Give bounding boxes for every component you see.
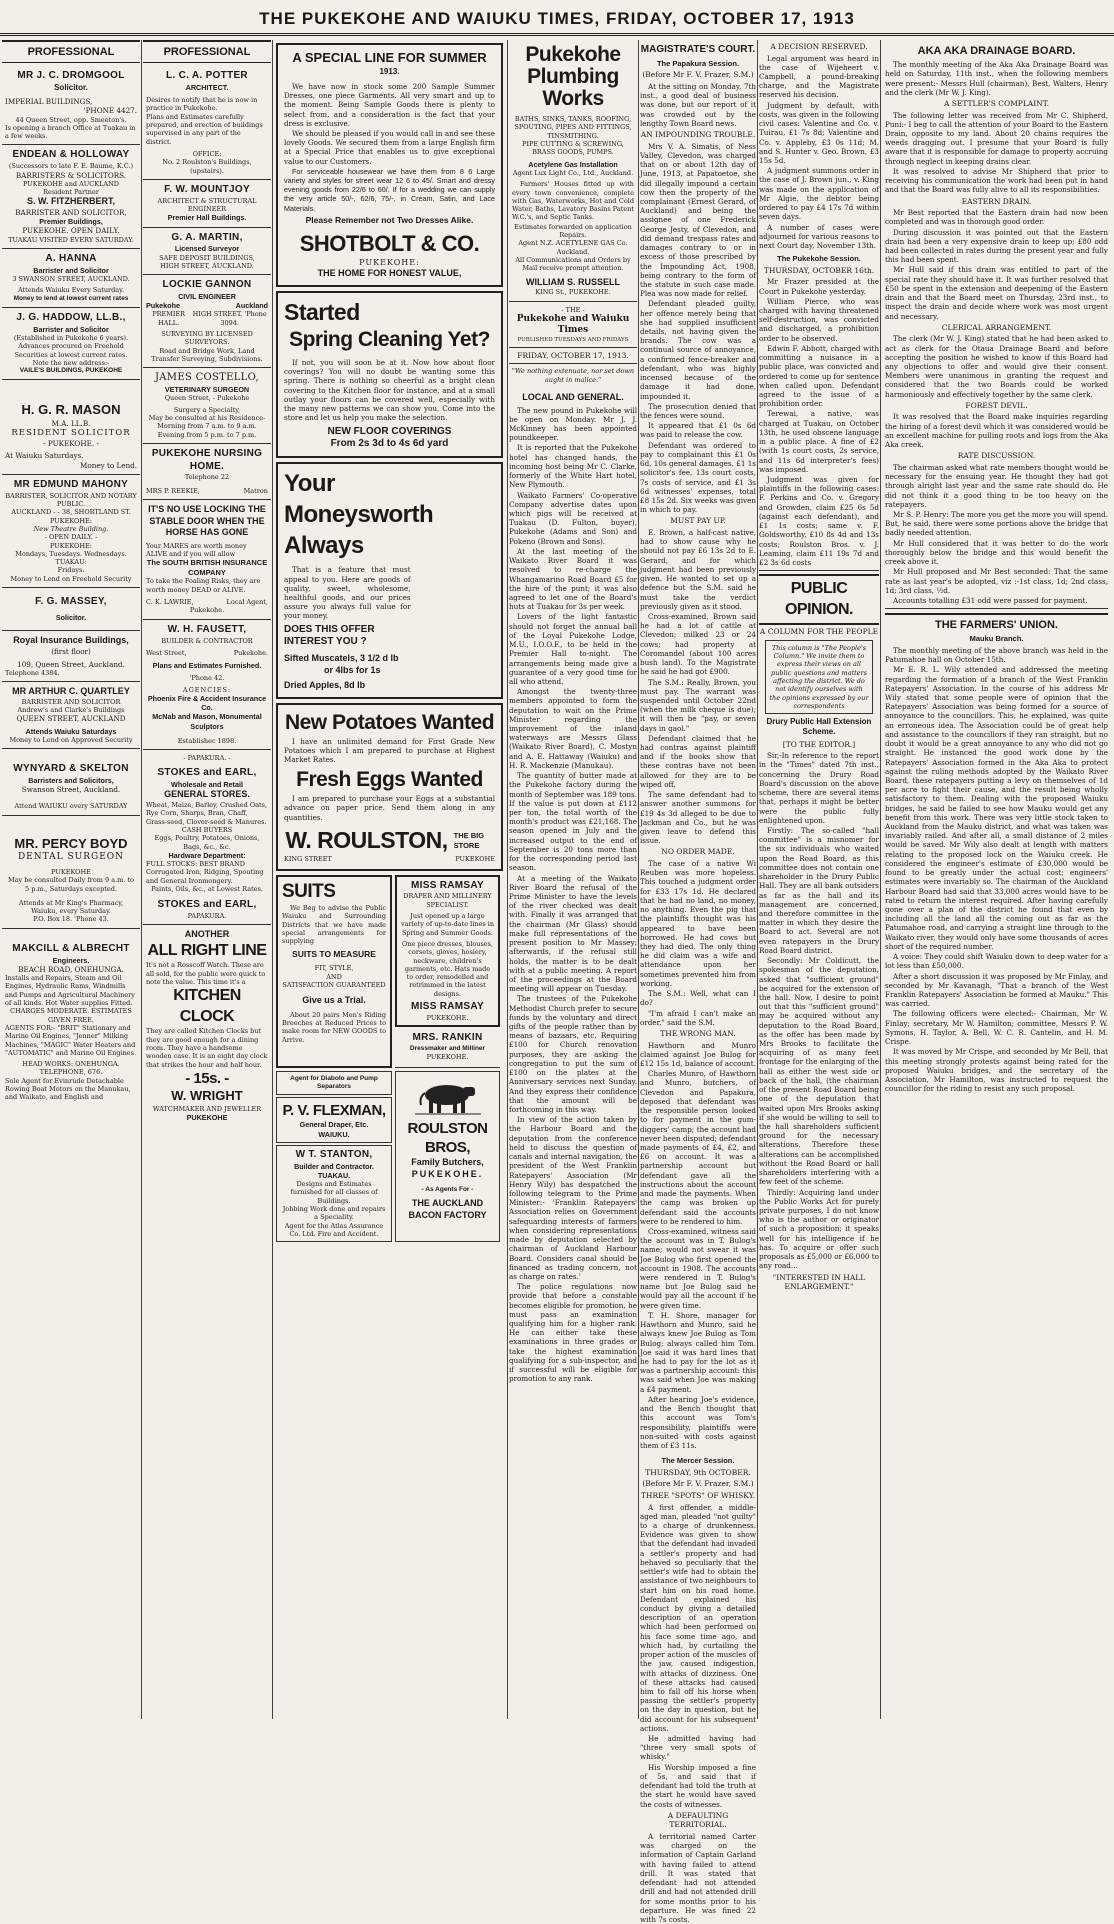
drainage-board-column: AKA AKA DRAINAGE BOARD. The monthly meeting of the Aka Aka Drainage Board was held on Saturday, 11th inst., when the following members were present:- Messrs Hull (chairman), Best, Walters, Henry and the clerk (Mr W. J. King). A SETTLER'S COMPLAINT. The following letter was received from Mr C. Shipherd, Puni:- I beg to call the attention of your Board to the Eastern Drain, opposite to my land. About 20 chains requires the weeds dragging out. I presume that your Board is fully aware that it is responsible for damage to property accruing through neglect in keeping drains clear. It was resolved to advise Mr Shipherd that prior to receiving his communication the work had been put in hand and that the Board was fully alive to all its responsibilities. EASTERN DRAIN. Mr Best reported that the Eastern drain had now been completed and was in thorough good order. During discussion it was pointed out that the Eastern drain had been a very expensive drain to keep up; £80 odd had been collected in rates during the present year and fully this had been spent. Mr Hull said if this drain was entitled to part of the special rate they should have it. It was further resolved that £50 be spent in the extension and deepening of the Eastern drain and that the Board meet on Thursday, 23rd inst., to inspect the drain and decide where work was most urgent and necessary. CLERICAL ARRANGEMENT. The clerk (Mr W. J. King) stated that he had been asked to act as clerk for the Otaua Drainage Board and before accepting the position he wished to know if this Board had any objections to offer and would give their consent. Members were unanimous in granting the request and considered that the two Boards could be worked harmoniously and effectively together by the same clerk. FOREST DEVIL. It was resolved that the Board make inquiries regarding the hiring of a forest devil which it was considered would be an excellent machine for pulling roots and logs from the Aka Aka creek. RATE DISCUSSION. The chairman asked what rate members thought would be necessary for the ensuing year. He thought they had got through alright last year and the same rate should do. He did not think it a good thing to be too heavy on the ratepayers. Mr S. P. Henry: The more you get the more you will spend. But, he said, there were some portions above the bridge that badly needed attention. Mr Hull considered that it was better to do the work thoroughly below the bridge and this would benefit the creek above it. Mr Hull proposed and Mr Best seconded: That the same rate as last year's be adopted, viz :-1st class, 1d; 2nd class, 1d; 3rd class, ½d. Accounts totalling £31 odd were passed for payment. THE FARMERS' UNION. Mauku Branch. The monthly meeting of the above branch was held in the Patumahoe hall on October 15th. Mr E. R. L. Wily attended and addressed the meeting regarding the formation of a branch of the West Franklin Ratepayers' Association. In the course of his address Mr Wily stated that some people were of opinion that the Ratepayers' Association was being formed for a source of annoyance to the councillors. This, he explained, was quite an erroneous idea. The Association could be of great help and assistance to the councillors if they ran straight, but no doubt it would be a great annoyance to any who did not go straight. He instanced the good work done by the Ratepayers' Association formed in the Aka Aka to protect against the ruling methods adopted by the Waikato River Board, these ratepayers putting a levy on themselves of 1d per acre to fight their cause, and the result being wholly satisfactory to them. Dealing with the proposed Waiuku bridges, he said he failed to see how Mauku would get any benefit from this work. There was very little stock taken to Auckland from the Mauku district, and what was taken was invariably railed. And after all, a small distance of 2 miles would be saved. Mr Wily also dealt at length with matters relating to the proposed lock on the Waiuku creek. He considered the engineer's estimate of £30,000 would be found to be greatly under the actual cost; engineers' estimates were invariably so. The chairman of the Auckland Harbour Board had said that 33,000 acres would have to be rated to return the interest required. After having carefully gone over a plan of the district he found that even by including all the land all the coming out as far as the Patumahoe road, and carrying a straight line through to the Waikato river, they would only have some thousands of acres short of the required number. A voice: They could shift Waiuku down to deep water for a lot less than £50,000. After a short discussion it was proposed by Mr Finlay, and seconded by Mr Kavanagh, "That a branch of the West Franklin Ratepayers' Association be formed at Mauku." This was carried. The following officers were elected:- Chairman, Mr W. Finlay; secretary, Mr W. Hamilton; committee, Messrs P. W. Symons, H. Taylor, A. Bell, W. C. R. Cantelin, and H. M. Crispe. It was moved by Mr Crispe, and seconded by Mr Bell, that this meeting strongly protests against being rated for the proposed Waiuku bridges, and the secretary of the Association, Mr Hamilton, was instructed to request the councillor for the riding to resist any such proposal. xyxy=(885,45,1108,1094)
editorial-masthead: - THE - Pukekohe and Waiuku Times PUBLISHED TUESDAYS AND FRIDAYS FRIDAY, OCTOBER 17, 1913. "We nothing extenuate, nor set down aught in malice." xyxy=(509,306,637,385)
ad-roulston-potatoes: New Potatoes Wanted I have an unlimited demand for First Grade New Potatoes which I am prepared to purchase at Highest Market Rates. Fresh Eggs Wanted I am prepared to purchase your Eggs at a substantial advance on paper price. Send them along in any quantities. W. ROULSTON, THE BIG STORE KING STREET PUKEKOHE xyxy=(276,703,503,871)
local-general-heading: LOCAL AND GENERAL. xyxy=(522,392,624,403)
public-opinion-heading: PUBLIC OPINION. xyxy=(759,574,879,625)
ad-south-british: IT'S NO USE LOCKING THE STABLE DOOR WHEN THE HORSE HAS GONE Your MARES are worth money ALIVE and if you will allow The SOUTH BRITISH INSURANCE COMPANY To take the Foaling Risks, they are worth money DEAD or ALIVE. C. K. LAWRIE, Local Agent, Pukekohe. xyxy=(143,500,271,620)
ad-wynyard-skelton: WYNYARD & SKELTON Barristers and Solicitors, Swanson Street, Auckland. Attend WAIUKU every SATURDAY xyxy=(2,749,140,816)
ad-miss-ramsay: MISS RAMSAY DRAPER AND MILLINERY SPECIALIST. Just opened up a large variety of up-to-date lines in Spring and Summer Goods. One piece dresses, blouses, corsets, gloves, hosiery, neckware, children's garments, etc. Hats made to order, remodelled and retrimmed in the latest designs. MISS RAMSAY PUKEKOHE. xyxy=(395,875,500,1028)
masthead: THE PUKEKOHE AND WAIUKU TIMES, FRIDAY, OCTOBER 17, 1913 xyxy=(0,0,1114,36)
ad-hanna: A. HANNA Barrister and Solicitor 3 SWANSON STREET, AUCKLAND. Attends Waiuku Every Saturday. Money to lend at lowest current rates xyxy=(2,249,140,308)
ad-martin: G. A. MARTIN, Licensed Surveyor SAFE DEPOSIT BUILDINGS, HIGH STREET, AUCKLAND. xyxy=(143,228,271,276)
ad-moneysworth: Your Moneysworth Always That is a feature that must appeal to you. Here are goods of quality, sweet, wholesome, healthful goods, and our prices assure you always full value for your money. DOES THIS OFFER INTEREST YOU ? Sifted Muscatels, 3 1/2 d lb or 4lbs for 1s Dried Apples, 8d lb xyxy=(276,462,503,699)
magistrates-court-column: MAGISTRATE'S COURT. The Papakura Session. (Before Mr F. V. Frazer, S.M.) At the sitting on Monday, 7th inst., a good deal of business was done, but our report of it was crowded out by the lengthy Town Board news. AN IMPOUNDING TROUBLE. Mrs V. A. Simatis, of Ness Valley, Clevedon, was charged that on or about 12th day of June, 1913, at Papatoetoe, she did illegally impound a certain cow then the property of the complainant (Ernest Gerard, of Auckland) and being the assignee of one Frederick George Jesty, of Clevedon, and did demand trespass rates and damages contrary to or in excess of those prescribed by the Impounding Act, 1908, being contrary to the form of the statute in such case made. Plea was now made for relief. Defendant pleaded guilty, her offence merely being that she had supplied insufficient details, not having given the brands. The cow was a continual source of annoyance, a confirmed fence-breaker and defendant, who was highly incensed because of the damage it had done, impounded it. The prosecution denied that the fences were sound. It appeared that £1 0s 6d was paid to release the cow. Defendant was ordered to pay to complainant this £1 0s 6d, 10s general damages, £1 1s solicitor's fee, 13s court costs, 7s costs of service, and £1 3s 6d witnesses' expenses, total £8 15s 2d. Six weeks was given in which to pay. MUST PAY UP. E. Brown, a half-cast native, had to show cause why he should not pay £6 13s 2d to E. Gerard, and for which judgment had been previously given. He wanted to set up a defence but the S.M. said he must take the verdict previously given as it stood. Cross-examined, Brown said he had a lot of cattle at Clevedon; milked 23 or 24 cows; had property at Coromandel (about 100 acres bush land). To the Magistrate he said he had got £900. The S.M.: Really, Brown, you must pay. The warrant was suspended until October 22nd (when the milk cheque is due); it will then be "pay, or seven days in gaol." Defendant claimed that he had contras against plaintiff and if the books show that these contras have not been allowed for they are to be wiped off. The same defendant had to answer another summons for £19 4s 3d alleged to be due to Jackman and Co., but he was given leave to defend this issue. NO ORDER MADE. The case of a native Wi Reuben was more hopeless. This touched a judgment order for £33 17s 1d. He declared that he had no land, no money, no anything. Even the pig that the plaintiffs thought was his appeared to have been borrowed. He had cows but they had died. The only thing he did claim was a wife and attendance upon her sometimes prevented him from working. The S.M.: Well, what can I do? "I'm afraid I can't make an order," said the S.M. THE WRONG MAN. Hawthorn and Munro claimed against Joe Bulog for £12 15s 1d, balance of account. Charles Munro, of Hawthorn and Munro, butchers, of Clevedon and Papakura, deposed that defendant was the responsible person looked to for payment in the gum-diggers' camp; the account had never been disputed; defendant made payments of £4, £2, and £6 on account. It was a partnership account but defendant gave all the instructions about the account and made the payments. When the camp was broken up defendant said the accounts were to be rendered to him. Cross-examined, witness said the account was in T. Bulog's name; would not swear it was Joe Bulog who first opened the account in 1908. The accounts were rendered in T. Bulog's name but Joe Bulog said he would pay all the account if he were given time. T. H. Shore, manager for Hawthorn and Munro, said he always knew Joe Bulog as Tom Bulog; always called him Tom. Joe said it was hard lines that he had to pay for the lot as it was a partnership account: this was said when Joe was making a £4 payment. After hearing Joe's evidence, and the Bench thought that this account was Tom's responsibility, plaintiffs were non-suited with costs against them of £3 11s. The Mercer Session. THURSDAY, 9th OCTOBER. (Before Mr F. V. Frazer, S.M.) THREE "SPOTS" OF WHISKY. A first offender, a middle-aged man, pleaded "not guilty" to a charge of drunkenness. Evidence was given to show that the defendant had invaded a settler's property and had behaved so peculiarly that the settler's wife had to obtain the assistance of two neighbours to start him on his road home. Defendant explained his conduct by giving a detailed description of an operation which had been performed on his face some time ago, and which had, by curtailing the proper action of the muscles of the jaw, caused indigestion, with attacks of dizziness. One of these attacks had caused him to fall off his horse when passing the settler's property on the day in question, but he did account for his subsequent actions. He admitted having had "three very small spots of whisky." His Worship imposed a fine of 5s, and said that if defendant had told the truth at the start he would have saved the costs of witnesses. A DEFAULTING TERRITORIAL. A territorial named Carter was charged on the information of Captain Garland with having failed to attend drill. It was stated that defendant had not attended drill and had not attended drill for some months prior to his departure. He was fined 22 with 7s costs. xyxy=(640,44,757,1924)
news-item: In view of the action taken by the Harbour Board and the deputation from the conference held to discuss the question of canals and internal navigation, the president of the West Franklin Ratepayers' Association (Mr Henry Wily) has despatched the following telegram to the Prime Minister:- 'Franklin Ratepayers' Association relies on Government safeguarding interests of farmers when considering representations made by deputation selected by chairman of Auckland Harbour Board. Considers canal should be financed as trading concern, not as charge on rates.' xyxy=(509,1115,637,1281)
news-item: The trustees of the Pukekohe Methodist Church prefer to secure funds by the voluntary and direct gifts of the people rather than by means of bazaars, etc. Requiring £100 for Church renovation purposes, they are asking the congregation to put the sum of £100 on the plates at the Anniversary services next Sunday. And they express their confidence that the amount will be forthcoming in this way. xyxy=(509,994,637,1115)
ad-spring-cleaning: Started Spring Cleaning Yet? If not, you will soon be at it. Now how about floor coverings? You will no doubt be wanting some this spring. There is nothing so cheerful as a bright clean covering to the Kitchen floor for instance, and at a small outlay your floors can be covered well, especially with the many new patterns we can show you. Come into the store and let us help you make the selection. NEW FLOOR COVERINGS From 2s 3d to 4s 6d yard xyxy=(276,291,503,458)
display-ads-column xyxy=(274,40,505,1719)
news-item: Lovers of the light fantastic should not forget the annual ball of the Loyal Pukekohe Lodge, M.U., I.O.O.F., to be held in the Premier Hall to-night. The arrangements being made give a guarantee of a very good time for all who attend. xyxy=(509,612,637,686)
column-rule xyxy=(272,40,273,1719)
news-item: It is reported that the Pukekohe hotel has changed hands, the incoming host being Mr C. Clarke, formerly of the White Hart hotel, New Plymouth. xyxy=(509,443,637,490)
ad-royal-insurance: Royal Insurance Buildings, (first floor) 109, Queen Street, Auckland. Telephone 4384. xyxy=(2,631,140,682)
ad-flexman: P. V. FLEXMAN, General Draper, Etc. WAIUKU. xyxy=(276,1097,392,1143)
column-rule xyxy=(757,40,758,1719)
column-rule xyxy=(141,40,142,1719)
news-item: The quantity of butter made at the Pukekohe factory during the month of September was 189 tons. If the value is put down at £112 per ton, the total worth of the month's product was £21,168. The season opened in July and the increased output to the end of September is 20 tons more than for the corresponding period last season. xyxy=(509,771,637,873)
column-rule xyxy=(880,40,881,1719)
ad-mrs-rankin: MRS. RANKIN Dressmaker and Milliner PUKEKOHE. xyxy=(395,1027,500,1067)
ad-percy-boyd: MR. PERCY BOYD DENTAL SURGEON PUKEKOHE May be consulted Daily from 9 a.m. to 5 p.m., Saturdays excepted. Attends at Mr King's Pharmacy, Waiuku, every Saturday. P.O. Box 18. 'Phone 43. xyxy=(2,816,140,929)
news-item: The new pound in Pukekohe will be open on Monday. Mr J. J. McKinney has been appointed poundkeeper. xyxy=(509,405,637,443)
ad-stokes-earl: - PAPAKURA. - STOKES and EARL, Wholesale and Retail GENERAL STORES. Wheat, Maize, Barley, Crushed Oats, Rye Corn, Sharps, Bran, Chaff, Grass-seed, Clover-seed & Manures. CASH BUYERS Eggs, Poultry, Potatoes, Onions, Bags, &c., &c. Hardware Department: FULL STOCKS: BEST BRAND Corrugated Iron, Ridging, Spouting and General Ironmongery. Paints, Oils, &c., at Lowest Rates. STOKES and EARL, PAPAKURA. xyxy=(143,750,271,925)
ad-roulston-bros: ROULSTON BROS, Family Butchers, PUKEKOHE. - As Agents For - THE AUCKLAND BACON FACTORY xyxy=(395,1071,500,1243)
news-item: The police regulations now provide that before a constable becomes eligible for promotion, he must pass an examination qualifying him for a higher rank. He can either take these examinations in three grades or take the highest examination qualifying for a sub-inspector, and if successful will be eligible for promotion to any rank. xyxy=(509,1282,637,1384)
ad-plumbing-works: Pukekohe Plumbing Works BATHS, SINKS, TANKS, ROOFING, SPOUTING, PIPES AND FITTINGS, TINSMITHING. PIPE CUTTING & SCREWING, BRASS GOODS, PUMPS. Acetylene Gas Installation Agent Lux Light Co., Ltd., Auckland. Farmers' Houses fitted up with every town convenience, complete with Gas, Waterworks, Hot and Cold Water, Baths, Lavatory Basins Patent W.C.'s, and Septic Tanks. Estimates forwarded on application Repairs. Agent N.Z. ACETYLENE GAS Co. Auckland. All Communications and Orders by Mail receive prompt attention. WILLIAM S. RUSSELL KING St., PUKEKOHE. xyxy=(509,40,637,302)
professional-column-2 xyxy=(143,40,271,1719)
ad-suits: SUITS We Beg to advise the Public Waiuku and Surrounding Districts that we have made special arrangements for supplying SUITS TO MEASURE FIT, STYLE, AND SATISFACTION GUARANTEED Give us a Trial. About 20 pairs Men's Riding Breeches at Reduced Prices to make room for NEW GOODS to Arrive. xyxy=(276,875,392,1068)
section-header: PROFESSIONAL xyxy=(2,40,140,63)
public-opinion-column: A DECISION RESERVED. Legal argument was heard in the case of Wijeheert v. Campbell, a pound-breaking charge, and the Magistrate reserved his decision. Judgment by default, with costs, was given in the following civil cases: Valentine and Co. v. Tuirau, £1 7s 8d; Valentine and Co. v. Appleby, £3 0s 11d; M. and S. Hunter v. Geo. Brown, £3 15s 5d. A judgment summons order in the case of J. Brown jun., v. King was made on the application of Mr Algie, the debtor being ordered to pay £4 17s 7d within seven days. A number of cases were adjourned for various reasons to next Court day, November 13th. The Pukekohe Session. THURSDAY, OCTOBER 16th. Mr Frazer presided at the Court in Pukekohe yesterday. William Pierce, who was charged with having threatened self-destruction, was convicted and discharged, a prohibition order to be observed. Edwin F. Abbott, charged with committing a nuisance in a public place, was convicted and ordered to come up for sentence when called upon. Defendant agreed to the issue of a prohibition order. Terewai, a native, was charged at Tuakau, on October 13th, he used obscene language in a public place. A fine of £2 (with 1s court costs, 2s service, and 11s 6d interpreter's fees) was imposed. Judgment was given for plaintiffs in the following cases: F. Perkins and Co. v. Gregory and Growden, claim £25 6s 5d (against each defendant), and £1 1s costs; same v. F. Goldsworthy, £10 8s 4d and 13s costs; Roulston Bros. v. J. Leaming, claim £11 19s 7d and £2 3s 6d costs PUBLIC OPINION. A COLUMN FOR THE PEOPLE This column is "The People's Column." We invite them to express their views on all public questions and matters affecting the district. We do not identify ourselves with the opinions expressed by our correspondents Drury Public Hall Extension Scheme. [TO THE EDITOR.] Sir,-In reference to the report in the "Times" dated 7th inst., concerning the Drury Road Board's discussion on the above scheme, there are several items that, perhaps it might be better were the public fully enlightened upon. Firstly: The so-called "hall committee" is a misnomer for the six individuals who waited upon the Road Board, as this committee does not contain one shareholder in the Drury Public Hall. They are all bank outsiders as far as the hall and its management are concerned, and therefore committee in the matter in which they desire the Board to act. Several are not even ratepayers in the Drury Road Board district. Secondly: Mr Coldicutt, the spokesman of the deputation, asked that "sufficient ground" be acquired for the extension of the hall. Now, I desire to point out that this "sufficient ground" may be acquired without any deputation to the Road Board, as the offer has been made by Mrs Brooks to facilitate the acquiring of as many feet frontage for the enlarging of the hall as either the west side or back of the hall, (the chairman of the present Road Board being one of the deputation that waited upon Mrs Brooks asking if she would be willing to sell to the hall shareholders sufficient ground for the necessary alterations. Therefore these alterations can be accomplished without the Road Board or hall shareholders interfering with a few feet of the scheme. Thirdly: Acquiring land under the Public Works Act for purely private purposes, I do not know who is the author or originator of such a proposition; it speaks well for his intelligence if he has. To acquire or offer such proposals as £5,000 or £6,000 to any road... "INTERESTED IN HALL ENLARGEMENT." xyxy=(759,42,879,1292)
ad-lockie-gannon: LOCKIE GANNON CIVIL ENGINEER Pukekohe Auckland PREMIER HALL. HIGH STREET. 'Phone 3094. SURVEYING BY LICENSED SURVEYORS. Road and Bridge Work, Land Transfer Surveying, Subdivisions. xyxy=(143,275,271,368)
ad-costello: JAMES COSTELLO, VETERINARY SURGEON Queen Street, - Pukekohe Surgery a Specialty, May be consulted at his Residence- Morning from 7 a.m. to 9 a.m. Evening from 5 p.m. to 7 p.m. xyxy=(143,368,271,444)
ad-endean-holloway: ENDEAN & HOLLOWAY (Successors to late F. E. Baume, K.C.) BARRISTERS & SOLICITORS. PUKEKOHE and AUCKLAND Resident Partner S. W. FITZHERBERT, BARRISTER AND SOLICITOR, Premier Buildings, PUKEKOHE. OPEN DAILY. TUAKAU VISITED EVERY SATURDAY. xyxy=(2,145,140,248)
professional-column-1 xyxy=(2,40,140,1719)
news-item: At a meeting of the Waikato River Board the refusal of the Prime Minister to have the levels of the river checked was dealt with. Finally it was arranged that the chairman (Mr Glass) should make full representations of the present position to Mr Massey; afterwards, if the refusal still holds, the matter is to be dealt with at a public meeting. A report of the proceedings at the Board meeting will appear on Tuesday. xyxy=(509,873,637,994)
editorial-column xyxy=(509,40,637,1719)
ad-mahony: MR EDMUND MAHONY BARRISTER, SOLICITOR AND NOTARY PUBLIC. AUCKLAND - - 38, SHORTLAND ST. PUKEKOHE: New Theatre Building. - OPEN DAILY. - PUKEKOHE: Mondays, Tuesdays. Wednesdays. TUAKAU: Fridays. Money to Lend on Freehold Security xyxy=(2,475,140,588)
ad-diabolo: Agent for Diabolo and Pump Separators xyxy=(276,1071,392,1096)
ad-mountjoy: F. W. MOUNTJOY ARCHITECT & STRUCTURAL ENGINEER Premier Hall Buildings. xyxy=(143,180,271,228)
ad-potter: L. C. A. POTTER ARCHITECT. Desires to notify that he is now in practice in Pukekohe. Plans and Estimates carefully prepared, and erection of buildings supervised in any part of the district. OFFICE: No. 2 Roulston's Buildings, (upstairs). xyxy=(143,66,271,180)
column-rule xyxy=(507,40,508,1719)
bull-illustration xyxy=(413,1077,483,1117)
ad-haddow: J. G. HADDOW, LL.B., Barrister and Solicitor (Established in Pukekohe 6 years). Advances procured on Freehold Securities at lowest current rates. Note the new address:- VAILE'S BUILDINGS, PUKEKOHE xyxy=(2,308,140,381)
ad-quartley: MR ARTHUR C. QUARTLEY BARRISTER AND SOLICITOR Andrew's and Clarke's Buildings QUEEN STREET, AUCKLAND Attends Waiuku Saturdays Money to Lend on Approved Security xyxy=(2,682,140,749)
ad-dromgool: MR J. C. DROMGOOL Solicitor. IMPERIAL BUILDINGS, 'PHONE 4427. 44 Queen Street, opp. Smeeton's. Is opening a branch Office at Tuakau in a few weeks. xyxy=(2,66,140,145)
ad-massey: F. G. MASSEY, Solicitor. xyxy=(2,588,140,631)
ad-mason: H. G. R. MASON M.A. LL.B. RESIDENT SOLICITOR - PUKEKOHE. - At Waiuku Saturdays. Money to Lend. xyxy=(2,380,140,474)
news-item: Amongst the twenty-three members appointed to form the deputation to wait on the Prime Minister regarding the improvement of the inland waterways are Messrs Glass (Waikato River Board), C. Mostyn and A. E. Hattaway (Waiuku) and H. R. Mackenzie (Manukau). xyxy=(509,687,637,770)
news-item: Waikato Farmers' Co-operative Company advertise dates upon which pigs will be received at Tuakau (D. Fulton, buyer), Pukekohe (Adams and Son) and Pokeno (Brown and Sons). xyxy=(509,490,637,546)
news-item: At the last meeting of the Waikato River Board it was resolved to re-charge the Whangamarino Road Board £5 for the hire of the punt; it was also agreed to let one of the Board's huts at Tuakau for 3s per week. xyxy=(509,546,637,612)
ad-stanton: W T. STANTON, Builder and Contractor. TUAKAU. Designs and Estimates furnished for all classes of Buildings. Jobbing Work done and repairs a Speciality. Agent for the Atlas Assurance Co. Ltd. Fire and Accident. xyxy=(276,1145,392,1242)
ad-makcill-albrecht: MAKCILL & ALBRECHT Engineers. BEACH ROAD, ONEHUNGA. Installs and Repairs, Steam and Oil Engines, Hydraulic Rams, Windmills and Pumps and Agricultural Machinery of all kinds. Hot Water supplies Fitted. CHARGES MODERATE. ESTIMATES GIVEN FREE. AGENTS FOR:- "BRIT" Stationary and Marine Oil Engines, "Jenner" Milking Machines, "MAGIC" Water Heaters and "AUTOMATIC" and Marine Oil Engines. HEAD WORKS: ONEHUNGA. TELEPHONE, 676. Sole Agent for Evinrude Detachable Rowing Boat Motors on the Manukau, and Waikato, and English and xyxy=(5,942,137,1102)
section-header: PROFESSIONAL xyxy=(143,40,271,63)
column-rule xyxy=(638,40,639,1719)
ad-shotbolt-summer: A SPECIAL LINE FOR SUMMER 1913. We have now in stock some 200 Sample Summer Dresses, one piece Garments. All very smart and up to the moment. Being Sample Goods there is plenty to select from, and a consideration is the fact that your dress is exclusive. We should be pleased if you would call in and see these lovely Goods. We secured them from a large English firm at a Special Price that enables us to give exceptional value to our Customers. For serviceable housewear we have them from 8 6 Large variety and styles for street wear 12 6 to 45/. Smart and dressy evening goods from 22/6 to 60/. If for a wedding we can supply the very article 50/-, 62/6, 75/-, in Cream, Satin, and Lace Materials. Please Remember not Two Dresses Alike. SHOTBOLT & CO. PUKEKOHE: THE HOME FOR HONEST VALUE, xyxy=(276,43,503,287)
ad-wright-clock: ANOTHER ALL RIGHT LINE It's not a Rosscoff Watch. These are all sold, for the public were quick to note the value. This time it's a KITCHEN CLOCK They are called Kitchen Clocks but they are good enough for a dining room. They have a handsome wooden case. It is an eight day clock that strikes the hour and half hour. - 15s. - W. WRIGHT WATCHMAKER AND JEWELLER PUKEKOHE xyxy=(146,929,268,1122)
ad-fausett: W. H. FAUSETT, BUILDER & CONTRACTOR West Street, Pukekohe. Plans and Estimates Furnished. 'Phone 42. AGENCIES: Phoenix Fire & Accident Insurance Co. McNab and Mason, Monumental Sculptors Establishec 1898. xyxy=(143,620,271,750)
ad-nursing-home: PUKEKOHE NURSING HOME. Telephone 22 MRS P. REEKIE, Matron xyxy=(143,444,271,500)
